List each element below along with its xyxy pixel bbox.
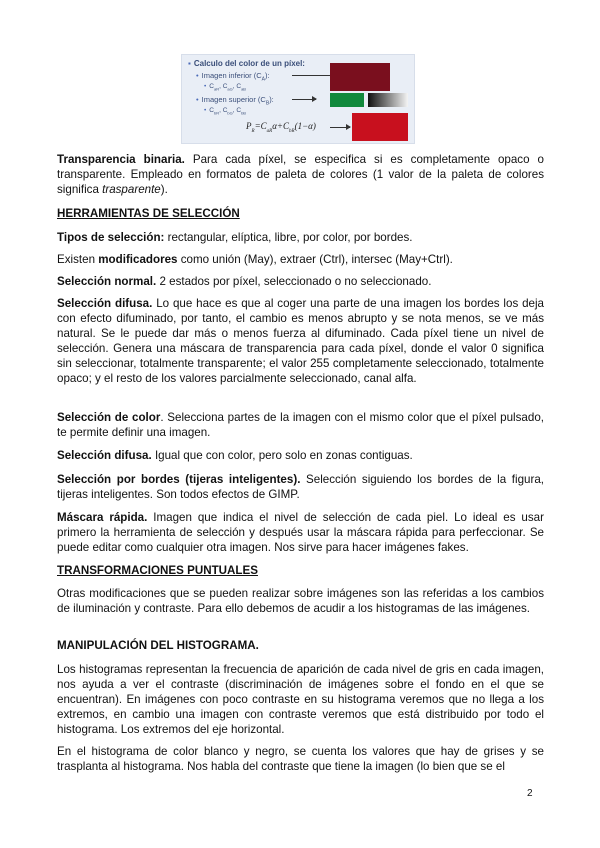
green-swatch xyxy=(330,93,364,107)
paragraph-edge-selection: Selección por bordes (tijeras inteligentes). Selección siguiendo los bordes de la figura, tijeras inteligentes. Son todos efectos de GIMP. xyxy=(57,473,544,501)
paragraph-color-selection: Selección de color. Selecciona partes de la imagen con el mismo color que el píxel pulsado, te permite definir una imagen. xyxy=(57,411,544,439)
bullet-icon: • xyxy=(204,83,207,90)
bullet-icon: • xyxy=(196,71,199,80)
heading-selection-tools: HERRAMIENTAS DE SELECCIÓN xyxy=(57,207,240,220)
arrow-icon xyxy=(330,127,350,128)
bullet-icon: ▪ xyxy=(188,59,191,68)
paragraph-bw-histogram: En el histograma de color blanco y negro, se cuenta los valores que hay de grises y se trasplanta al histograma. Nos habla del contraste que tiene la imagen (lo bien que se el xyxy=(57,745,544,773)
figure-lower-components: • $C_{aR}$, $C_{aG}$, $C_{aB}$ xyxy=(204,83,246,92)
paragraph-selection-types: Tipos de selección: rectangular, elíptica, libre, por color, por bordes. xyxy=(57,231,413,244)
paragraph-diffuse-selection: Selección difusa. Lo que hace es que al coger una parte de una imagen los bordes los deja con efecto difuminado, por tanto, el cambio es menos abrupto y se nota menos, se ve más natural. Se le puede dar más o menos fuerza al difuminado. Cada píxel tiene un nivel de selección. Genera una máscara de transparencia para cada píxel, donde el valor 0 significa sin seleccionar, totalmente transparente; el valor 255 completamente seleccionado, totalmente opaco; y el resto de los valores parcialmente seleccionado, canal alfa. xyxy=(57,297,545,385)
bullet-icon: • xyxy=(204,107,207,114)
paragraph-histograms: Los histogramas representan la frecuencia de aparición de cada nivel de gris en cada imagen, nos ayuda a ver el contraste (discriminación de imágenes sobre el fondo en el que se encuentran). En imágenes con poco contraste en su histograma veremos que no llega a los extremos, en cambio una imagen con contraste veremos que está distribuido por todo el histograma. Los extremos del eje horizontal. xyxy=(57,663,544,736)
page-number: 2 xyxy=(527,788,533,799)
figure-upper-image-label: • Imagen superior $(C_B)$: xyxy=(196,95,274,107)
figure-lower-image-label: • Imagen inferior $(C_A)$: xyxy=(196,71,270,83)
paragraph-binary-transparency: Transparencia binaria. Para cada píxel, se especifica si es completamente opaco o transparente. Empleado en formatos de paleta de colores (1 valor de la paleta de colores significa trasparente). xyxy=(57,153,545,196)
arrow-icon xyxy=(292,99,316,100)
paragraph-diffuse-selection-2: Selección difusa. Igual que con color, pero solo en zonas contiguas. xyxy=(57,449,413,462)
figure-title: ▪ Calculo del color de un píxel: xyxy=(188,59,305,68)
heading-point-transformations: TRANSFORMACIONES PUNTUALES xyxy=(57,564,258,577)
pixel-color-figure xyxy=(181,54,415,144)
gradient-swatch xyxy=(368,93,408,107)
paragraph-modifiers: Existen modificadores como unión (May), extraer (Ctrl), intersec (May+Ctrl). xyxy=(57,253,453,266)
paragraph-normal-selection: Selección normal. 2 estados por píxel, seleccionado o no seleccionado. xyxy=(57,275,432,288)
bullet-icon: • xyxy=(196,95,199,104)
figure-upper-components: • $C_{bR}$, $C_{bG}$, $C_{bB}$ xyxy=(204,107,246,116)
heading-histogram-manipulation: MANIPULACIÓN DEL HISTOGRAMA. xyxy=(57,639,259,652)
paragraph-other-modifications: Otras modificaciones que se pueden realizar sobre imágenes son las referidas a los cambios de iluminación y contraste. Para ello debemos de acudir a los histogramas de las imágenes. xyxy=(57,587,544,615)
blend-formula: $P_R=C_{aR}\alpha+C_{bR}(1-\alpha)$ xyxy=(246,121,316,134)
paragraph-quick-mask: Máscara rápida. Imagen que indica el nivel de selección de cada piel. Lo ideal es usar primero la herramienta de selección y después usar la máscara rápida para perfeccionar. Se puede editar como cualquier otra imagen. Nos sirve para hacer imágenes fakes. xyxy=(57,511,544,554)
dark-red-swatch xyxy=(330,63,390,91)
bright-red-swatch xyxy=(352,113,408,141)
